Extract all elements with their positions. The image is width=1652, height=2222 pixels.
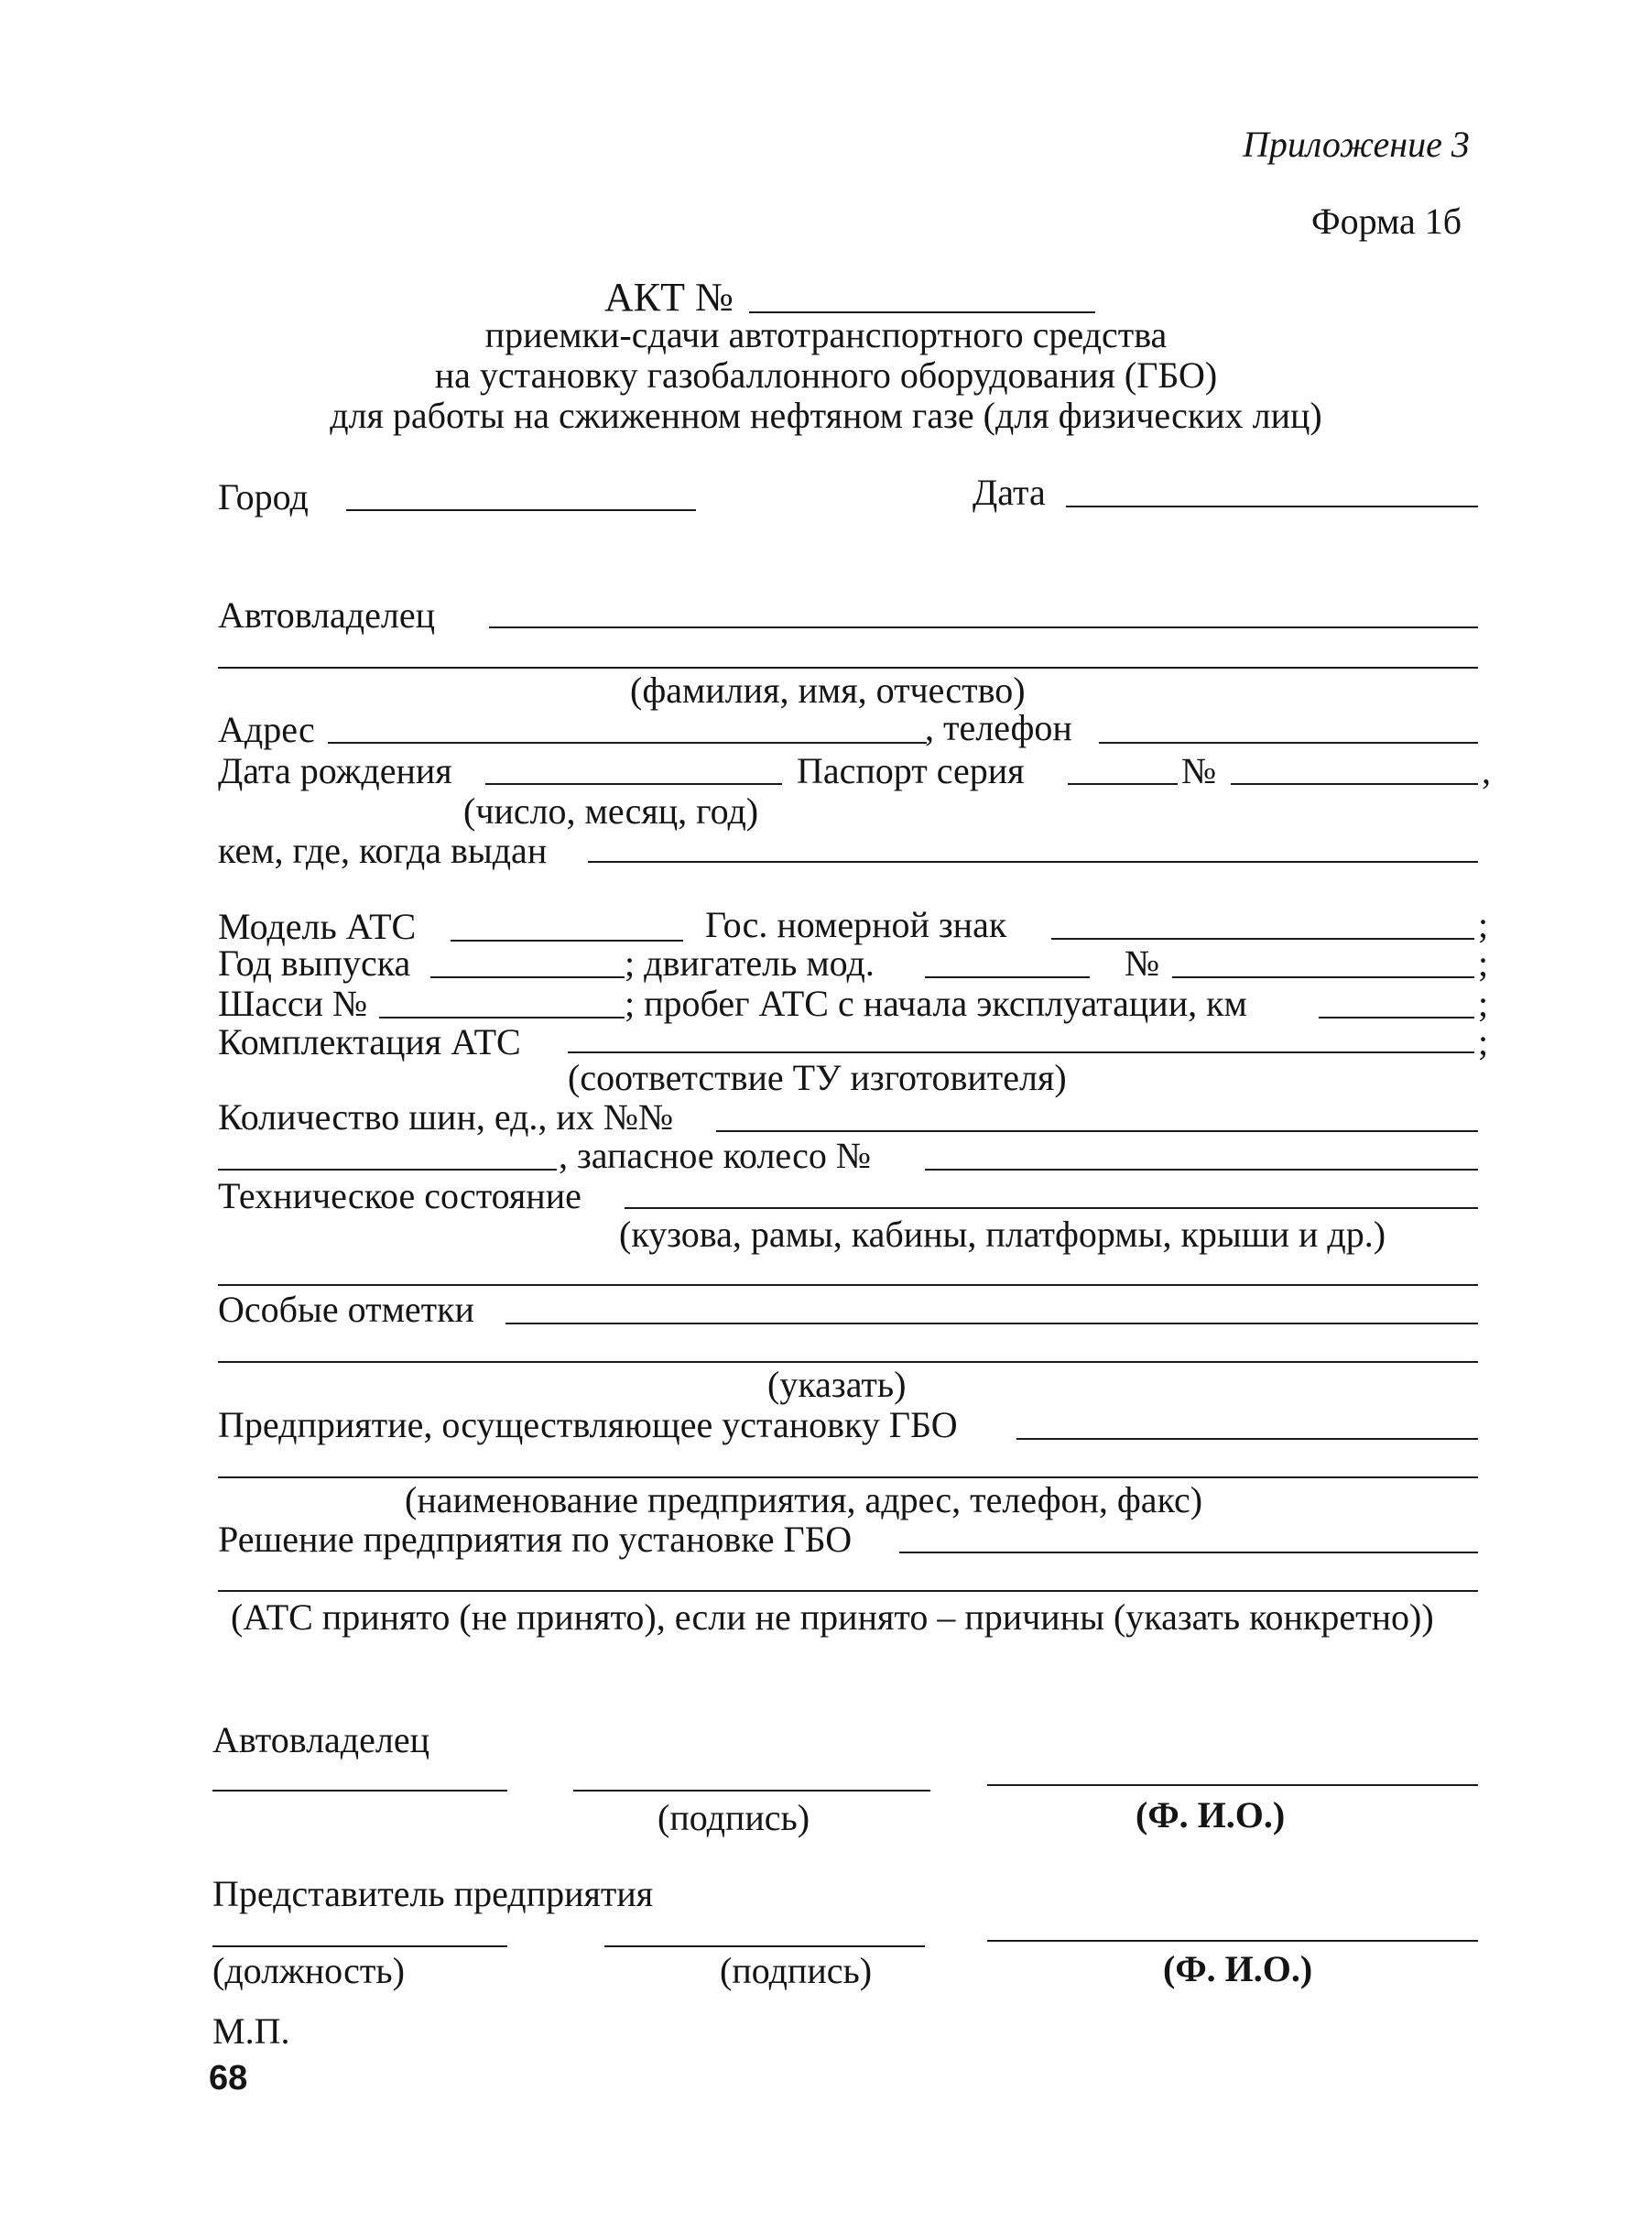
equipment-line[interactable] [568, 1051, 1474, 1053]
engine-model-line[interactable] [925, 976, 1090, 978]
representative-heading: Представитель предприятия [212, 1873, 654, 1914]
enterprise-label: Предприятие, осуществляющее установку ГБО [218, 1404, 958, 1445]
city-label: Город [218, 476, 309, 517]
equipment-hint: (соответствие ТУ изготовителя) [568, 1057, 1067, 1098]
owner-field-line[interactable] [212, 1790, 507, 1792]
owner-fio-hint: (Ф. И.О.) [1136, 1794, 1286, 1835]
mileage-semicolon: ; [1478, 983, 1489, 1024]
appendix-label: Приложение 3 [1243, 124, 1470, 165]
model-label: Модель АТС [218, 906, 417, 947]
passport-series-label: Паспорт серия [797, 750, 1025, 791]
notes-label: Особые отметки [218, 1289, 474, 1330]
tires-line-2[interactable] [218, 1169, 557, 1171]
birth-date-hint: (число, месяц, год) [463, 790, 759, 832]
tires-line[interactable] [716, 1130, 1478, 1132]
owner-hint: (фамилия, имя, отчество) [630, 670, 1026, 711]
condition-hint: (кузова, рамы, кабины, платформы, крыши и др.) [619, 1214, 1386, 1255]
position-hint: (должность) [212, 1950, 405, 1991]
city-line[interactable] [346, 509, 696, 511]
act-number-line[interactable] [749, 311, 1095, 313]
notes-hint: (указать) [767, 1364, 907, 1405]
mileage-label: ; пробег АТС с начала эксплуатации, км [625, 983, 1247, 1024]
title-line-3: для работы на сжиженном нефтяном газе (для физических лиц) [330, 395, 1322, 436]
representative-fio-line[interactable] [987, 1940, 1478, 1942]
condition-line-2[interactable] [218, 1284, 1478, 1286]
passport-number-sign: № [1181, 750, 1217, 791]
decision-line[interactable] [899, 1552, 1478, 1553]
owner-fio-line[interactable] [987, 1784, 1478, 1786]
plate-semicolon: ; [1478, 904, 1489, 945]
chassis-line[interactable] [379, 1017, 625, 1018]
stamp-place: М.П. [212, 2010, 290, 2052]
passport-number-line[interactable] [1231, 783, 1478, 785]
title-line-1: приемки-сдачи автотранспортного средства [484, 314, 1168, 355]
date-label: Дата [973, 472, 1046, 513]
owner-signature-heading: Автовладелец [212, 1719, 430, 1760]
representative-signature-line[interactable] [604, 1945, 925, 1947]
phone-line[interactable] [1099, 742, 1478, 744]
notes-line[interactable] [505, 1323, 1478, 1324]
condition-label: Техническое состояние [218, 1175, 581, 1216]
owner-signature-hint: (подпись) [658, 1797, 810, 1838]
engine-label: ; двигатель мод. [625, 942, 875, 984]
decision-line-2[interactable] [218, 1590, 1478, 1592]
year-label: Год выпуска [218, 942, 411, 984]
issued-by-line[interactable] [588, 861, 1478, 863]
notes-line-2[interactable] [218, 1361, 1478, 1363]
engine-semicolon: ; [1478, 942, 1489, 984]
decision-hint: (АТС принято (не принято), если не принято – причины (указать конкретно)) [231, 1596, 1434, 1638]
engine-number-sign: № [1125, 942, 1160, 984]
chassis-label: Шасси № [218, 983, 368, 1024]
birth-date-line[interactable] [485, 783, 782, 785]
owner-label: Автовладелец [218, 594, 436, 636]
plate-line[interactable] [1051, 938, 1474, 940]
act-title: АКТ № [604, 275, 734, 320]
mileage-line[interactable] [1319, 1017, 1474, 1018]
enterprise-line[interactable] [1016, 1438, 1478, 1440]
condition-line[interactable] [625, 1207, 1478, 1209]
tires-label: Количество шин, ед., их №№ [218, 1096, 674, 1138]
date-line[interactable] [1066, 506, 1478, 507]
address-label: Адрес [218, 709, 315, 750]
owner-line[interactable] [489, 626, 1478, 628]
owner-line-2[interactable] [218, 667, 1478, 669]
address-line[interactable] [328, 742, 927, 744]
plate-label: Гос. номерной знак [705, 904, 1007, 945]
enterprise-hint: (наименование предприятия, адрес, телефон, факс) [405, 1479, 1203, 1520]
passport-series-line[interactable] [1068, 783, 1178, 785]
title-line-2: на установку газобаллонного оборудования (ГБО) [434, 354, 1218, 396]
enterprise-line-2[interactable] [218, 1476, 1478, 1478]
phone-label: , телефон [925, 707, 1072, 748]
decision-label: Решение предприятия по установке ГБО [218, 1519, 853, 1560]
engine-number-line[interactable] [1172, 976, 1474, 978]
year-line[interactable] [430, 976, 625, 978]
equipment-semicolon: ; [1478, 1021, 1489, 1062]
issued-by-label: кем, где, когда выдан [218, 830, 548, 871]
passport-comma: , [1482, 750, 1491, 791]
representative-position-line[interactable] [212, 1945, 507, 1947]
spare-wheel-line[interactable] [925, 1169, 1478, 1171]
equipment-label: Комплектация АТС [218, 1021, 521, 1062]
representative-signature-hint: (подпись) [720, 1950, 873, 1991]
spare-wheel-label: , запасное колесо № [559, 1135, 872, 1176]
birth-date-label: Дата рождения [218, 750, 452, 791]
representative-fio-hint: (Ф. И.О.) [1163, 1948, 1313, 1989]
page-number: 68 [209, 2059, 248, 2097]
owner-signature-line[interactable] [573, 1790, 930, 1792]
form-label: Форма 1б [1311, 201, 1462, 242]
model-line[interactable] [451, 940, 683, 942]
